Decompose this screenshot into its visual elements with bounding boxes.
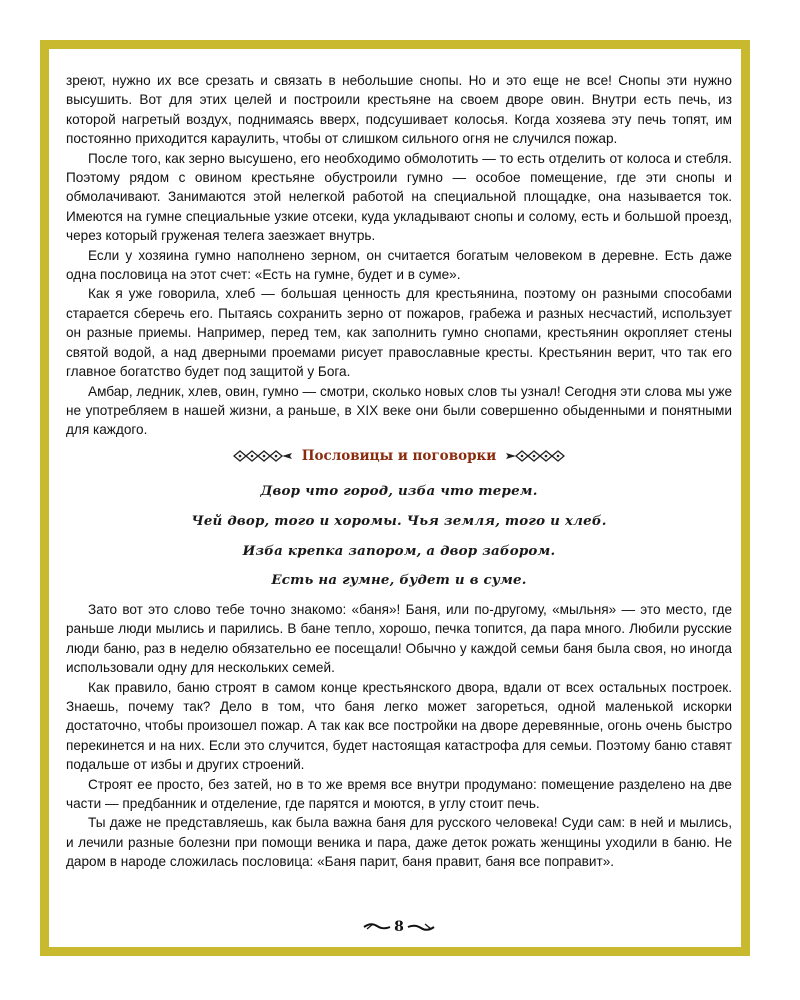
proverb: Изба крепка запором, а двор забором.: [242, 543, 556, 559]
ornament-right-icon: [504, 449, 566, 463]
paragraph: Строят ее просто, без затей, но в то же время все внутри продумано: помещение разделено на две части — предбанник и отделение, где парятся и моются, в углу стоит печь.: [66, 776, 732, 812]
paragraph: Ты даже не представляешь, как была важна баня для русского человека! Суди сам: в ней и мылись, и лечили разные болезни при помощи веника и пара, даже деток рожать женщины уходили в баню. Не даром в народе сложилась пословица: «Баня парит, баня правит, баня все поправит».: [66, 815, 732, 870]
page-footer: [66, 919, 732, 935]
paragraph: Если у хозяина гумно наполнено зерном, он считается богатым человеком в деревне. Есть даже одна пословица на этот счет: «Есть на гумне, будет и в суме».: [66, 247, 732, 283]
paragraph: Как правило, баню строят в самом конце крестьянского двора, вдали от всех остальных построек. Знаешь, почему так? Дело в том, что баня легко может загореться, одной маленькой искорки достаточно, чтобы произошел пожар. А так как все постройки на дворе деревянные, огонь очень быстро перекинется и на них. Если это случится, будет настоящая катастрофа для семьи. Поэтому баню ставят подальше от избы и других строений.: [66, 679, 732, 773]
page-number: 8: [394, 919, 404, 935]
proverb: Двор что город, изба что терем.: [260, 483, 538, 499]
swash-left-icon: [363, 921, 391, 933]
proverb: Чей двор, того и хоромы. Чья земля, того и хлеб.: [191, 513, 607, 529]
paragraph: Зато вот это слово тебе точно знакомо: «баня»! Баня, или по-другому, «мыльня» — это место, где раньше люди мылись и парились. В бане тепло, хорошо, печка топится, да пара много. Любили русские люди баню, раз в неделю обязательно ее посещали! Обычно у каждой семьи баня была своя, но иногда использовали одну для нескольких семей.: [66, 602, 732, 676]
paragraph: Амбар, ледник, хлев, овин, гумно — смотри, сколько новых слов ты узнал! Сегодня эти слова мы уже не употребляем в нашей жизни, а раньше, в XIX веке они были совершенно обыденными и понятными для каждого.: [66, 383, 732, 438]
paragraph: Как я уже говорила, хлеб — большая ценность для крестьянина, поэтому он разными способами старается сберечь его. Пытаясь сохранить зерно от пожаров, грабежа и разных несчастий, использует он разные приемы. Например, перед тем, как заполнить гумно снопами, крестьянин окропляет стены святой водой, а над дверными проемами рисует православные кресты. Крестьянин верит, что так его главное богатство будет под защитой у Бога.: [66, 286, 732, 380]
paragraph: зреют, нужно их все срезать и связать в небольшие снопы. Но и это еще не все! Снопы эти нужно высушить. Вот для этих целей и построили крестьяне на своем дворе овин. Внутри есть печь, из которой нагретый воздух, поднимаясь вверх, подсушивает колосья. Когда хозяева эту печь топят, им постоянно приходится караулить, чтобы от слишком сильного огня не случился пожар.: [66, 73, 732, 147]
paragraph: После того, как зерно высушено, его необходимо обмолотить — то есть отделить от колоса и стебля. Поэтому рядом с овином крестьяне обустроили гумно — особое помещение, где эти снопы и обмолачивают. Занимаются этой нелегкой работой на специальной площадке, она называется ток. Имеются на гумне специальные узкие отсеки, куда укладывают снопы и солому, есть и большой проезд, через который груженая телега заезжает внутрь.: [66, 150, 732, 244]
proverbs-title: Пословицы и поговорки: [301, 448, 497, 464]
proverb: Есть на гумне, будет и в суме.: [271, 572, 527, 588]
proverbs-heading: [66, 448, 732, 464]
text-block-bottom: [66, 600, 732, 872]
text-block-top: [66, 71, 732, 440]
swash-right-icon: [407, 921, 435, 933]
ornament-left-icon: [232, 449, 294, 463]
